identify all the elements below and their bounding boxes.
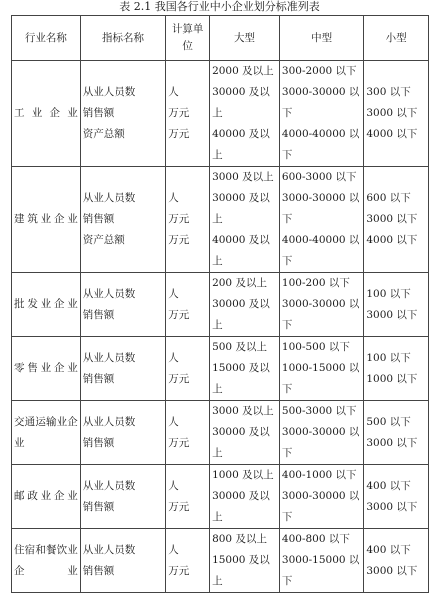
medium-threshold: 100-500 以下: [281, 341, 350, 353]
large-cell: [210, 61, 280, 167]
large-threshold: 15000 及以上: [212, 554, 270, 587]
unit-cell: [166, 401, 210, 465]
small-threshold: 3000 以下: [366, 107, 418, 119]
medium-cell: [279, 167, 363, 273]
large-threshold: 200 及以上: [212, 277, 267, 289]
metric-cell: [80, 337, 165, 401]
medium-threshold: 3000-30000 以下: [281, 490, 360, 523]
medium-cell: [279, 401, 363, 465]
metric-item: 资产总额: [82, 234, 125, 246]
small-threshold: 3000 以下: [366, 308, 418, 321]
large-threshold: 15000 及以上: [212, 362, 270, 395]
industry-cell: 批发业企业: [12, 273, 81, 337]
small-threshold: 4000 以下: [366, 128, 418, 140]
header-medium: 中型: [279, 16, 363, 61]
large-threshold: 30000 及以上: [212, 490, 270, 523]
small-threshold: 3000 以下: [366, 500, 418, 513]
large-cell: [210, 167, 280, 273]
medium-threshold: 300-2000 以下: [281, 65, 357, 77]
large-cell: [210, 273, 280, 337]
medium-cell: [279, 337, 363, 401]
table-row: [12, 273, 429, 337]
metric-item: 从业人员数: [82, 543, 136, 556]
unit-item: 万元: [168, 564, 190, 577]
unit-item: 万元: [168, 107, 190, 119]
large-cell: [210, 465, 280, 529]
table-row: [12, 337, 429, 401]
header-large: 大型: [210, 16, 280, 61]
large-threshold: 40000 及以上: [212, 234, 270, 267]
metric-item: 销售额: [82, 436, 115, 449]
medium-cell: [279, 273, 363, 337]
table-row: [12, 465, 429, 529]
medium-threshold: 600-3000 以下: [281, 171, 357, 183]
small-threshold: 3000 以下: [366, 436, 418, 449]
medium-threshold: 3000-15000 以下: [281, 554, 360, 587]
metric-item: 从业人员数: [82, 86, 136, 98]
unit-item: 万元: [168, 436, 190, 449]
industry-cell: 零售业企业: [12, 337, 81, 401]
metric-item: 销售额: [82, 107, 115, 119]
large-threshold: 30000 及以上: [212, 192, 270, 225]
table-row: [12, 167, 429, 273]
unit-cell: [166, 167, 210, 273]
table-header-row: [12, 16, 429, 61]
medium-threshold: 100-200 以下: [281, 277, 350, 289]
unit-item: 人: [168, 287, 179, 300]
medium-threshold: 3000-30000 以下: [281, 426, 360, 459]
industry-cell: 工业企业: [12, 61, 81, 167]
metric-item: 从业人员数: [82, 415, 136, 428]
medium-threshold: 400-1000 以下: [281, 469, 357, 481]
unit-item: 万元: [168, 128, 190, 140]
small-cell: [364, 167, 429, 273]
small-cell: [364, 273, 429, 337]
industry-cell: 邮政业企业: [12, 465, 81, 529]
unit-cell: [166, 273, 210, 337]
metric-cell: [80, 529, 165, 593]
large-threshold: 500 及以上: [212, 341, 267, 353]
small-cell: [364, 465, 429, 529]
unit-item: 人: [168, 192, 179, 204]
unit-item: 万元: [168, 500, 190, 513]
large-cell: [210, 337, 280, 401]
unit-cell: [166, 61, 210, 167]
medium-threshold: 400-800 以下: [281, 533, 350, 545]
metric-item: 从业人员数: [82, 479, 136, 492]
small-threshold: 1000 以下: [366, 372, 418, 385]
metric-item: 销售额: [82, 372, 115, 385]
large-threshold: 2000 及以上: [212, 65, 274, 77]
unit-item: 人: [168, 415, 179, 428]
table-row: [12, 61, 429, 167]
table-body: [12, 61, 429, 593]
small-threshold: 500 以下: [366, 415, 411, 428]
unit-item: 人: [168, 479, 179, 492]
medium-threshold: 500-3000 以下: [281, 405, 357, 417]
table-caption: 表 2.1 我国各行业中小企业划分标准列表: [119, 0, 320, 13]
large-cell: [210, 401, 280, 465]
metric-cell: [80, 167, 165, 273]
industry-cell: 建筑业企业: [12, 167, 81, 273]
medium-threshold: 3000-30000 以下: [281, 86, 360, 119]
industry-cell: 住宿和餐饮业企业: [12, 529, 81, 593]
medium-threshold: 4000-40000 以下: [281, 128, 360, 161]
small-threshold: 400 以下: [366, 543, 411, 556]
industry-cell: 交通运输业企业: [12, 401, 81, 465]
large-cell: [210, 529, 280, 593]
header-unit: 计算单位: [166, 16, 210, 61]
small-threshold: 400 以下: [366, 479, 411, 492]
metric-item: 销售额: [82, 308, 115, 321]
medium-threshold: 3000-30000 以下: [281, 298, 360, 331]
large-threshold: 800 及以上: [212, 533, 267, 545]
unit-item: 人: [168, 543, 179, 556]
unit-cell: [166, 529, 210, 593]
medium-cell: [279, 529, 363, 593]
large-threshold: 3000 及以上: [212, 171, 274, 183]
small-cell: [364, 401, 429, 465]
metric-item: 销售额: [82, 564, 115, 577]
unit-item: 万元: [168, 308, 190, 321]
metric-cell: [80, 61, 165, 167]
large-threshold: 3000 及以上: [212, 405, 274, 417]
metric-cell: [80, 273, 165, 337]
unit-item: 万元: [168, 213, 190, 225]
metric-item: 销售额: [82, 213, 115, 225]
metric-item: 从业人员数: [82, 192, 136, 204]
small-cell: [364, 61, 429, 167]
metric-item: 销售额: [82, 500, 115, 513]
medium-cell: [279, 61, 363, 167]
small-threshold: 3000 以下: [366, 213, 418, 225]
small-cell: [364, 529, 429, 593]
table-row: [12, 401, 429, 465]
table-row: [12, 529, 429, 593]
small-threshold: 4000 以下: [366, 234, 418, 246]
metric-item: 从业人员数: [82, 351, 136, 364]
header-metric: 指标名称: [80, 16, 165, 61]
small-threshold: 300 以下: [366, 86, 411, 98]
unit-item: 万元: [168, 372, 190, 385]
metric-item: 从业人员数: [82, 287, 136, 300]
sme-classification-table: [11, 15, 429, 593]
large-threshold: 30000 及以上: [212, 86, 270, 119]
medium-threshold: 1000-15000 以下: [281, 362, 360, 395]
metric-item: 资产总额: [82, 128, 125, 140]
header-small: 小型: [364, 16, 429, 61]
medium-threshold: 4000-40000 以下: [281, 234, 360, 267]
medium-threshold: 3000-30000 以下: [281, 192, 360, 225]
unit-item: 人: [168, 351, 179, 364]
small-cell: [364, 337, 429, 401]
small-threshold: 100 以下: [366, 287, 411, 300]
medium-cell: [279, 465, 363, 529]
large-threshold: 1000 及以上: [212, 469, 274, 481]
small-threshold: 3000 以下: [366, 564, 418, 577]
unit-item: 万元: [168, 234, 190, 246]
small-threshold: 100 以下: [366, 351, 411, 364]
metric-cell: [80, 465, 165, 529]
unit-cell: [166, 337, 210, 401]
header-industry: 行业名称: [12, 16, 81, 61]
metric-cell: [80, 401, 165, 465]
unit-cell: [166, 465, 210, 529]
large-threshold: 30000 及以上: [212, 426, 270, 459]
large-threshold: 40000 及以上: [212, 128, 270, 161]
large-threshold: 30000 及以上: [212, 298, 270, 331]
small-threshold: 600 以下: [366, 192, 411, 204]
unit-item: 人: [168, 86, 179, 98]
